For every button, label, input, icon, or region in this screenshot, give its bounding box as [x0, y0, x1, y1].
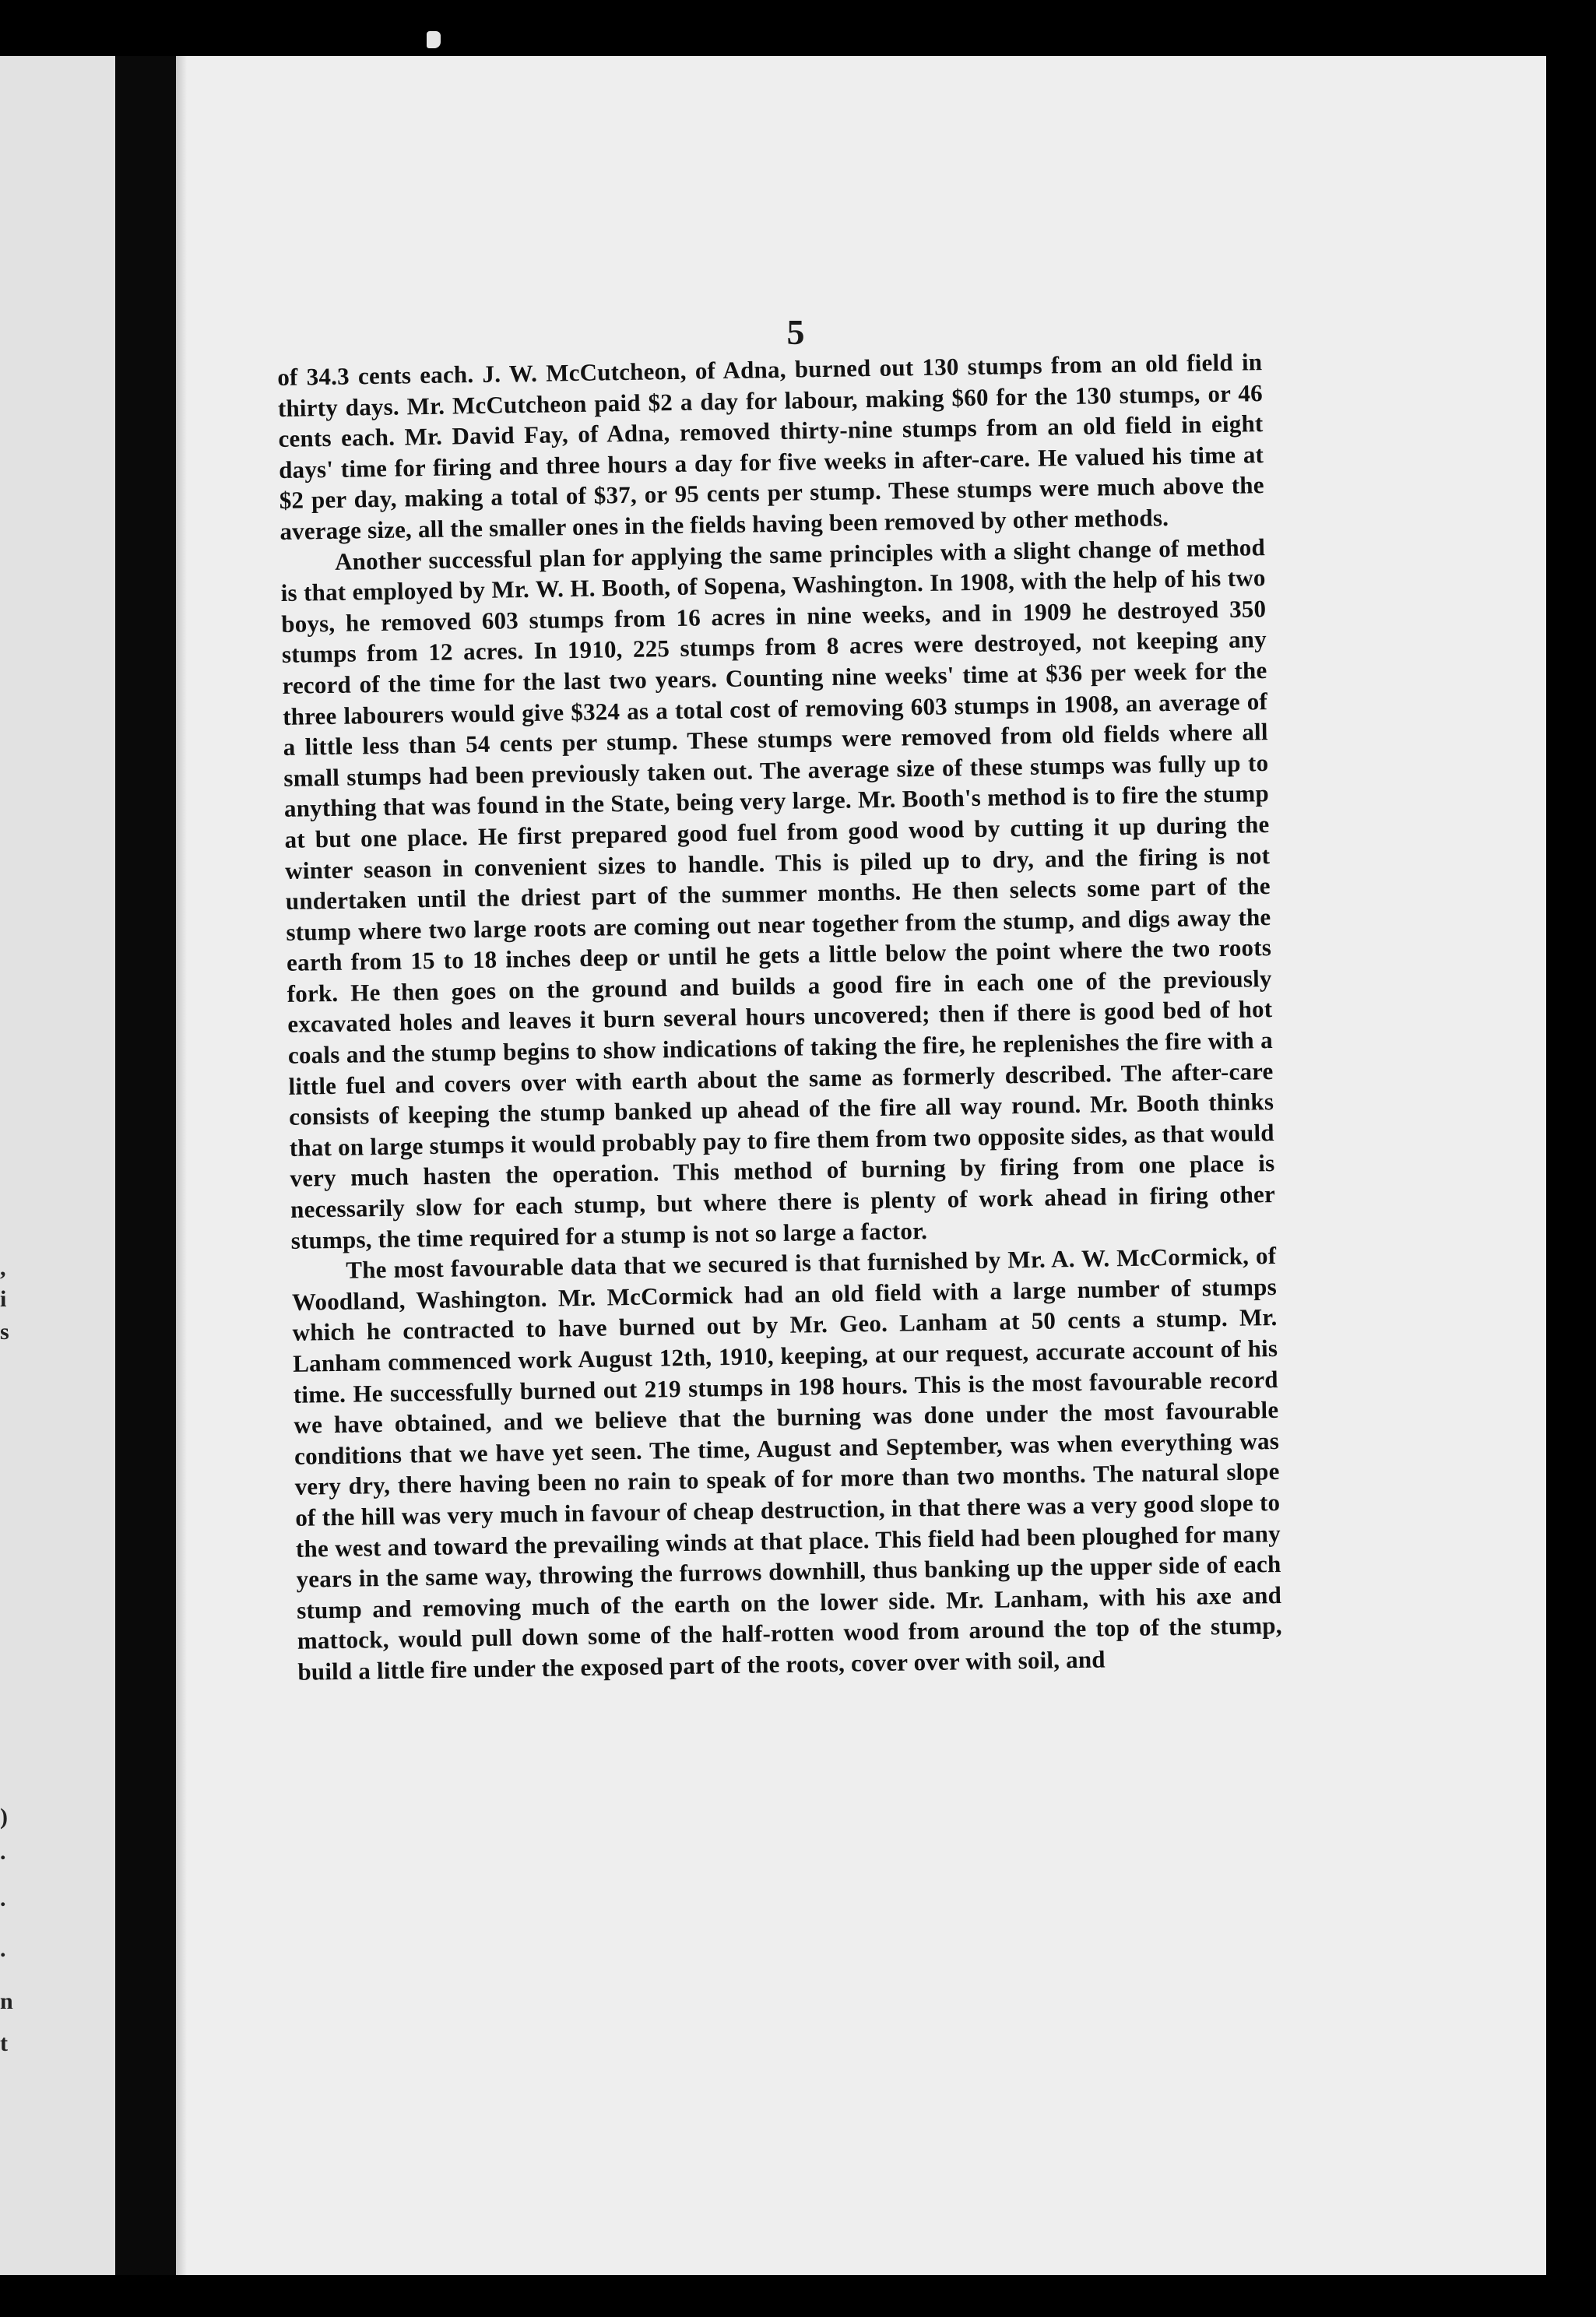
edge-char: , [0, 1255, 6, 1281]
paragraph-continued: of 34.3 cents each. J. W. McCutcheon, of Adna, burned out 130 stumps from an old field in thirty days. Mr. McCutcheon paid $2 a day for labour, making $60 for the 130 stumps, or 46 cents each. Mr. David Fay, of Adna, removed thirty-nine stumps from an old field in eight days' time for firing and three hours a day for five weeks in after-care. He valued his time at $2 per day, making a total of $37, or 95 cents per stump. These stumps were much above the average size, all the smaller ones in the fields having been removed by other methods. [277, 348, 1264, 545]
scan-speck [427, 31, 441, 48]
edge-char: . [0, 1886, 6, 1911]
edge-char: . [0, 1936, 6, 1962]
edge-char: s [0, 1319, 9, 1345]
body-text [277, 346, 1283, 1687]
edge-char: i [0, 1286, 7, 1312]
page-gutter [115, 56, 176, 2275]
paragraph: Another successful plan for applying the same principles with a slight change of method is that employed by Mr. W. H. Booth, of Sopena, Washington. In 1908, with the help of his two boys, he removed 603 stumps from 16 acres in nine weeks, and in 1909 he destroyed 350 stumps from 12 acres. In 1910, 225 stumps from 8 acres were destroyed, not keeping any record of the time for the last two years. Counting nine weeks' time at $36 per week for the three labourers would give $324 as a total cost of removing 603 stumps in 1908, an average of a little less than 54 cents per stump. These stumps were removed from old fields where all small stumps had been previously taken out. The average size of these stumps was fully up to anything that was found in the State, being very large. Mr. Booth's method is to fire the stump at but one place. He first prepared good fuel from good wood by cutting it up during the winter season in convenient sizes to handle. This is piled up to dry, and the firing is not undertaken until the driest part of the summer months. He then selects some part of the stump where two large roots are coming out near together from the stump, and digs away the earth from 15 to 18 inches deep or until he gets a little below the point where the two roots fork. He then goes on the ground and builds a good fire in each one of the previously excavated holes and leaves it burn several hours uncovered; then if there is good bed of hot coals and the stump begins to show indications of taking the fire, he replenishes the fire with a little fuel and covers over with earth about the same as formerly described. The after-care consists of keeping the stump banked up ahead of the fire all way round. Mr. Booth thinks that on large stumps it would probably pay to fire them from two opposite sides, as that would very much hasten the operation. This method of burning by firing from one place is necessarily slow for each stump, but where there is plenty of work ahead in firing other stumps, the time required for a stump is not so large a factor. [280, 533, 1276, 1254]
edge-char: n [0, 1988, 13, 2014]
page-number: 5 [786, 312, 805, 352]
edge-char: ) [0, 1804, 8, 1830]
paragraph: The most favourable data that we secured is that furnished by Mr. A. W. McCormick, of Woodland, Washington. Mr. McCormick had an old field with a large number of stumps which he contracted to have burned out by Mr. Geo. Lanham at 50 cents a stump. Mr. Lanham commenced work August 12th, 1910, keeping, at our request, accurate account of his time. He successfully burned out 219 stumps in 198 hours. This is the most favourable record we have obtained, and we believe that the burning was done under the most favourable conditions that we have yet seen. The time, August and September, was when everything was very dry, there having been no rain to speak of for more than two months. The natural slope of the hill was very much in favour of cheap destruction, in that there was a very good slope to the west and toward the prevailing winds at that place. This field had been ploughed for many years in the same way, throwing the furrows downhill, thus banking up the upper side of each stump and removing much of the earth on the lower side. Mr. Lanham, with his axe and mattock, would pull down some of the half-rotten wood from around the top of the stump, build a little fire under the exposed part of the roots, cover over with soil, and [291, 1242, 1282, 1686]
edge-char: t [0, 2030, 8, 2056]
left-page-edge [0, 56, 115, 2275]
edge-char: . [0, 1839, 6, 1865]
page-fold-shadow [176, 56, 187, 2275]
